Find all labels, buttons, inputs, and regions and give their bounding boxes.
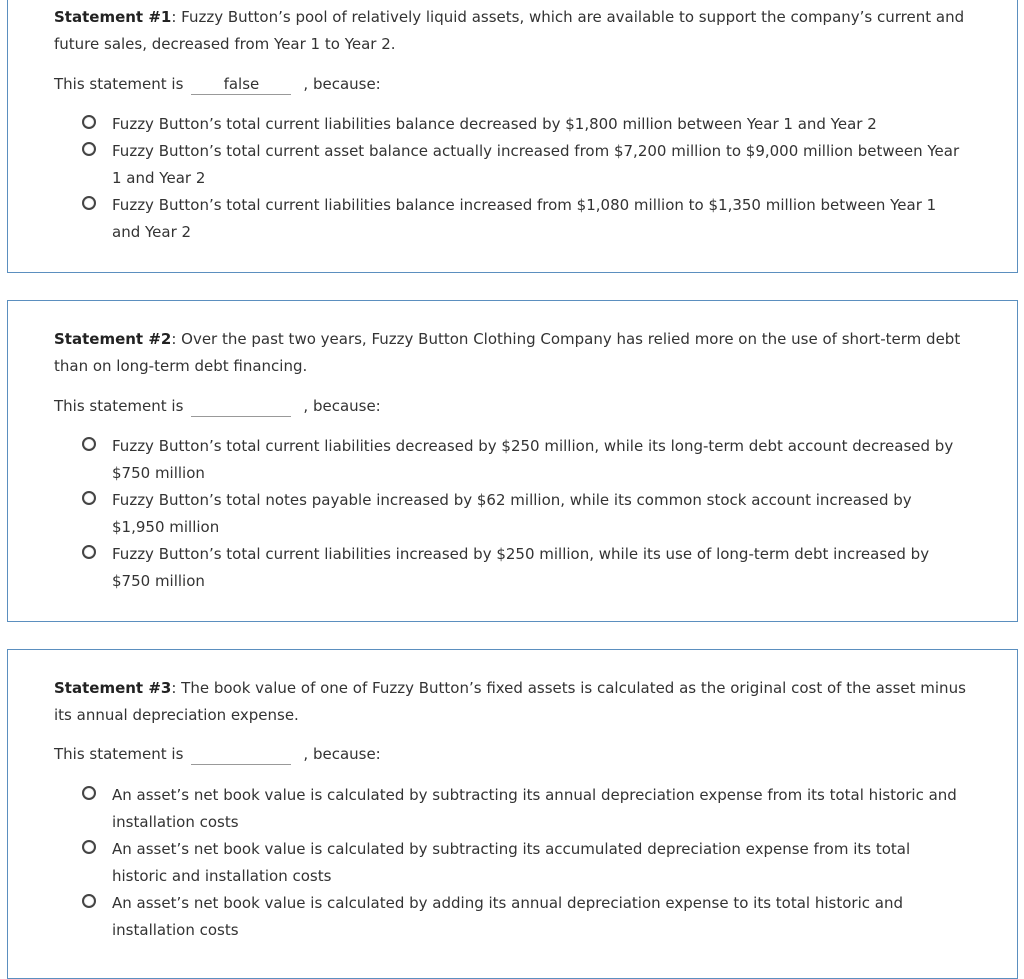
statement-2-panel xyxy=(7,300,1018,622)
statement-1-text xyxy=(54,4,974,58)
statement-3-option-3[interactable] xyxy=(82,890,962,944)
statement-1-label: Statement #1 xyxy=(54,8,172,26)
statement-3-option-2[interactable] xyxy=(82,836,962,890)
option-label: Fuzzy Button’s total notes payable increased by $62 million, while its common stock account increased by $1,950 million xyxy=(112,491,912,536)
statement-2-prefix: This statement is xyxy=(54,397,184,415)
option-label: Fuzzy Button’s total current liabilities balance increased from $1,080 million to $1,350 million between Year 1 and Year 2 xyxy=(112,196,937,241)
option-label: Fuzzy Button’s total current asset balance actually increased from $7,200 million to $9,000 million between Year 1 and Year 2 xyxy=(112,142,960,187)
radio-button[interactable] xyxy=(82,115,96,129)
statement-3-panel xyxy=(7,649,1018,979)
statement-3-answer-dropdown[interactable] xyxy=(191,744,291,765)
radio-button[interactable] xyxy=(82,491,96,505)
option-label: An asset’s net book value is calculated by adding its annual depreciation expense to its total historic and installation costs xyxy=(112,894,903,939)
radio-button[interactable] xyxy=(82,894,96,908)
statement-2-suffix: , because: xyxy=(303,397,381,415)
statement-1-answer-dropdown[interactable]: false xyxy=(191,74,291,95)
statement-1-prefix: This statement is xyxy=(54,75,184,93)
statement-1-panel xyxy=(7,0,1018,273)
statement-3-answer-line xyxy=(54,744,381,765)
radio-button[interactable] xyxy=(82,545,96,559)
statement-1-option-3[interactable] xyxy=(82,192,962,246)
radio-button[interactable] xyxy=(82,437,96,451)
statement-1-option-2[interactable] xyxy=(82,138,962,192)
statement-2-label: Statement #2 xyxy=(54,330,172,348)
statement-3-body: : The book value of one of Fuzzy Button’s fixed assets is calculated as the original cost of the asset minus its annual depreciation expense. xyxy=(54,679,966,724)
statement-3-label: Statement #3 xyxy=(54,679,172,697)
option-label: Fuzzy Button’s total current liabilities decreased by $250 million, while its long-term debt account decreased by $750 million xyxy=(112,437,954,482)
radio-button[interactable] xyxy=(82,196,96,210)
statement-2-answer-dropdown[interactable] xyxy=(191,396,291,417)
option-label: An asset’s net book value is calculated by subtracting its annual depreciation expense from its total historic and installation costs xyxy=(112,786,957,831)
statement-2-option-3[interactable] xyxy=(82,541,962,595)
option-label: An asset’s net book value is calculated by subtracting its accumulated depreciation expense from its total historic and installation costs xyxy=(112,840,911,885)
statement-2-option-1[interactable] xyxy=(82,433,962,487)
statement-3-suffix: , because: xyxy=(303,745,381,763)
statement-3-prefix: This statement is xyxy=(54,745,184,763)
radio-button[interactable] xyxy=(82,142,96,156)
statement-2-body: : Over the past two years, Fuzzy Button Clothing Company has relied more on the use of short-term debt than on long-term debt financing. xyxy=(54,330,961,375)
statement-1-body: : Fuzzy Button’s pool of relatively liquid assets, which are available to support the company’s current and future sales, decreased from Year 1 to Year 2. xyxy=(54,8,965,53)
statement-1-option-1[interactable] xyxy=(82,111,962,138)
statement-1-answer-line xyxy=(54,74,381,95)
statement-2-text xyxy=(54,326,974,380)
statement-2-answer-line xyxy=(54,396,381,417)
statement-3-option-1[interactable] xyxy=(82,782,962,836)
option-label: Fuzzy Button’s total current liabilities balance decreased by $1,800 million between Year 1 and Year 2 xyxy=(112,115,877,133)
statement-3-text xyxy=(54,675,974,729)
radio-button[interactable] xyxy=(82,786,96,800)
radio-button[interactable] xyxy=(82,840,96,854)
statement-1-suffix: , because: xyxy=(303,75,381,93)
statement-2-option-2[interactable] xyxy=(82,487,962,541)
option-label: Fuzzy Button’s total current liabilities increased by $250 million, while its use of long-term debt increased by $750 million xyxy=(112,545,930,590)
